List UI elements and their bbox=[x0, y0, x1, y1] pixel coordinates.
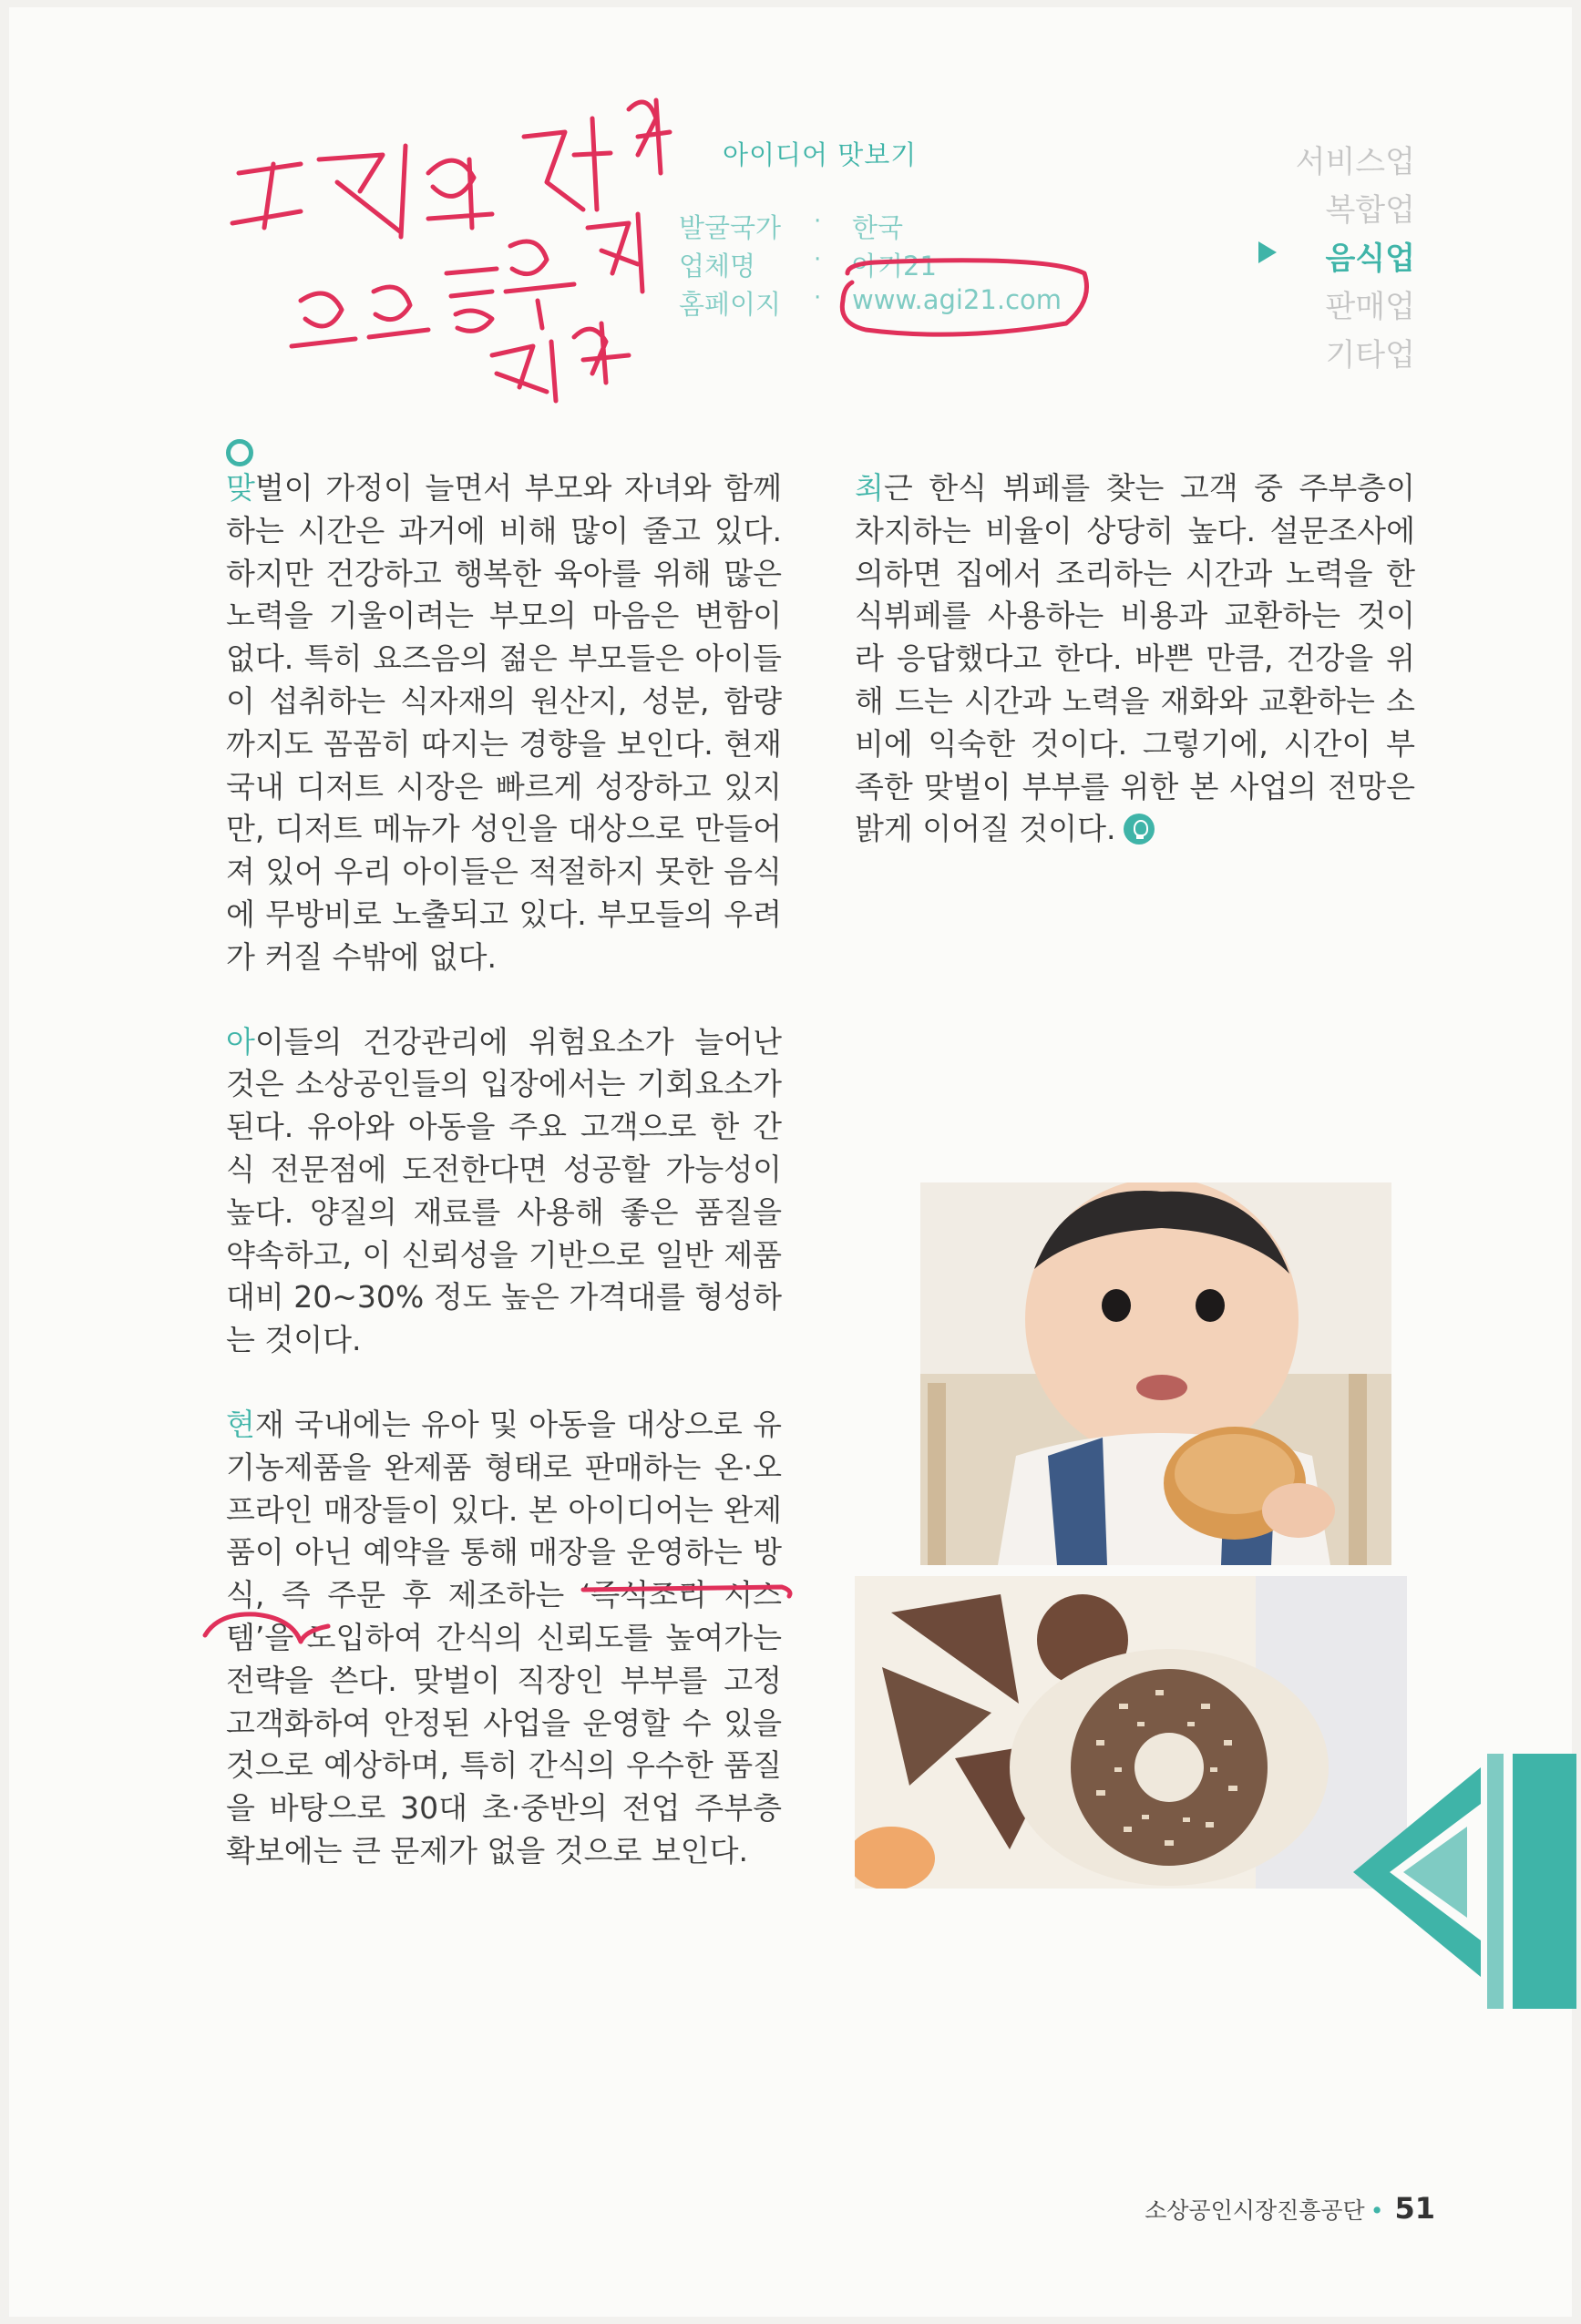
page-number: 51 bbox=[1394, 2191, 1435, 2226]
info-label-country: 발굴국가 bbox=[679, 212, 782, 243]
category-food: 음식업 bbox=[1325, 241, 1415, 277]
left-column bbox=[226, 467, 782, 1915]
info-label-company: 업체명 bbox=[679, 251, 756, 282]
footer-org: 소상공인시장진흥공단 bbox=[1145, 2197, 1365, 2224]
category-retail: 판매업 bbox=[1325, 289, 1415, 325]
info-dot: · bbox=[814, 284, 822, 312]
teal-triangle-decoration bbox=[1353, 1754, 1576, 2009]
info-value-country: 한국 bbox=[852, 212, 904, 243]
food-photo bbox=[855, 1576, 1407, 1889]
right-column bbox=[855, 467, 1415, 893]
category-service: 서비스업 bbox=[1295, 144, 1415, 180]
footer-separator: • bbox=[1370, 2197, 1384, 2224]
circle-marker-icon bbox=[226, 439, 253, 466]
lightbulb-icon bbox=[1124, 814, 1155, 845]
baby-photo bbox=[920, 1182, 1391, 1565]
info-dot: · bbox=[814, 208, 822, 235]
homepage-link[interactable]: www.agi21.com bbox=[852, 284, 1063, 315]
category-other: 기타업 bbox=[1325, 337, 1415, 374]
paragraph: 아이들의 건강관리에 위험요소가 늘어난 것은 소상공인들의 입장에서는 기회요소가 된다. 유아와 아동을 주요 고객으로 한 간식 전문점에 도전한다면 성공할 가능성이 높다. 양질의 재료를 사용해 좋은 품질을 약속하고, 이 신뢰성을 기반으로 일반 제품대비 20~30% 정도 높은 가격대를 형성하는 것이다. bbox=[226, 1023, 782, 1358]
category-complex: 복합업 bbox=[1325, 192, 1415, 229]
info-value-company: 아기21 bbox=[852, 251, 937, 282]
info-label-homepage: 홈페이지 bbox=[679, 289, 782, 320]
paragraph: 맞벌이 가정이 늘면서 부모와 자녀와 함께 하는 시간은 과거에 비해 많이 줄고 있다. 하지만 건강하고 행복한 육아를 위해 많은 노력을 기울이려는 부모의 마음은 변함이 없다. 특히 요즈음의 젊은 부모들은 아이들이 섭취하는 식자재의 원산지, 성분, 함량까지도 꼼꼼히 따지는 경향을 보인다. 현재 국내 디저트 시장은 빠르게 성장하고 있지만, 디저트 메뉴가 성인을 대상으로 만들어져 있어 우리 아이들은 적절하지 못한 음식에 무방비로 노출되고 있다. 부모들의 우려가 커질 수밖에 없다. bbox=[226, 470, 782, 975]
page-footer bbox=[1145, 2191, 1435, 2226]
paragraph: 최근 한식 뷔페를 찾는 고객 중 주부층이 차지하는 비율이 상당히 높다. 설문조사에 의하면 집에서 조리하는 시간과 노력을 한식뷔페를 사용하는 비용과 교환하는 것이라 응답했다고 한다. 바쁜 만큼, 건강을 위해 드는 시간과 노력을 재화와 교환하는 소비에 익숙한 것이다. 그렇기에, 시간이 부족한 맞벌이 부부를 위한 본 사업의 전망은 밝게 이어질 것이다. bbox=[855, 470, 1415, 847]
idea-title: 아이디어 맛보기 bbox=[723, 139, 918, 170]
active-category-arrow-icon bbox=[1258, 241, 1277, 263]
info-dot: · bbox=[814, 246, 822, 273]
paragraph: 현재 국내에는 유아 및 아동을 대상으로 유기농제품을 완제품 형태로 판매하는 온·오프라인 매장들이 있다. 본 아이디어는 완제품이 아닌 예약을 통해 매장을 운영하는 방식, 즉 주문 후 제조하는 ‘즉석조리 시스템’을 도입하여 간식의 신뢰도를 높여가는 전략을 쓴다. 맞벌이 직장인 부부를 고정 고객화하여 안정된 사업을 운영할 수 있을 것으로 예상하며, 특히 간식의 우수한 품질을 바탕으로 30대 초·중반의 전업 주부층 확보에는 큰 문제가 없을 것으로 보인다. bbox=[226, 1406, 782, 1868]
